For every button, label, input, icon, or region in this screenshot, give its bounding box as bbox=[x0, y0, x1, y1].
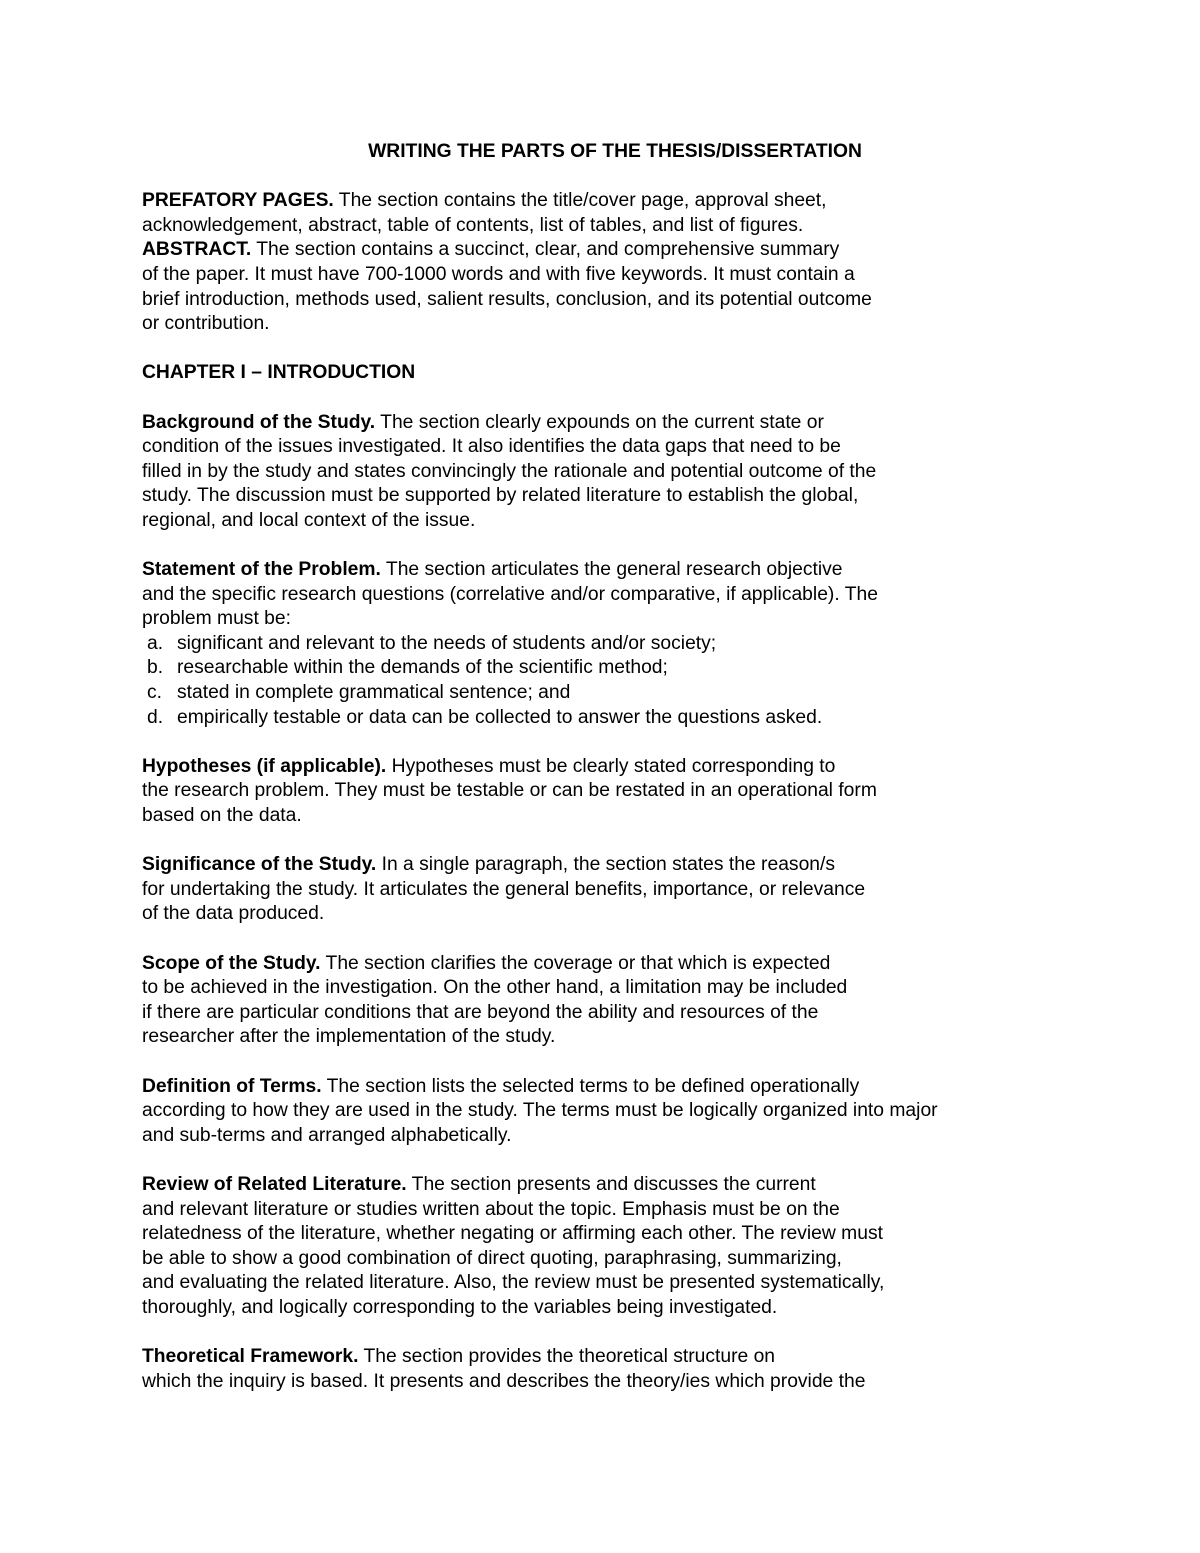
list-item bbox=[142, 706, 1050, 731]
abstract-line: The section contains a succinct, clear, and comprehensive summary bbox=[251, 239, 840, 261]
problem-line: and the specific research questions (correlative and/or comparative, if applicable). The bbox=[142, 583, 878, 605]
scope-line: if there are particular conditions that are beyond the ability and resources of the bbox=[142, 1001, 819, 1023]
prefatory-heading: PREFATORY PAGES. bbox=[142, 190, 334, 212]
hypotheses-line: Hypotheses must be clearly stated corresponding to bbox=[386, 755, 836, 777]
list-item bbox=[142, 632, 1050, 657]
document-title: WRITING THE PARTS OF THE THESIS/DISSERTATION bbox=[368, 141, 862, 162]
abstract-paragraph bbox=[142, 238, 1050, 336]
list-item-text: empirically testable or data can be collected to answer the questions asked. bbox=[177, 706, 823, 728]
background-line: filled in by the study and states convincingly the rationale and potential outcome of the bbox=[142, 460, 877, 482]
hypotheses-heading: Hypotheses (if applicable). bbox=[142, 755, 387, 777]
hypotheses-line: based on the data. bbox=[142, 805, 302, 827]
definition-heading: Definition of Terms. bbox=[142, 1075, 322, 1097]
problem-line: The section articulates the general research objective bbox=[380, 559, 843, 581]
review-line: and evaluating the related literature. Also, the review must be presented systematically, bbox=[142, 1272, 885, 1294]
problem-heading: Statement of the Problem. bbox=[142, 559, 381, 581]
background-line: regional, and local context of the issue. bbox=[142, 509, 476, 531]
scope-paragraph bbox=[142, 952, 1050, 1050]
background-line: study. The discussion must be supported by related literature to establish the global, bbox=[142, 485, 859, 507]
abstract-line: brief introduction, methods used, salient results, conclusion, and its potential outcome bbox=[142, 288, 872, 310]
abstract-line: or contribution. bbox=[142, 313, 270, 335]
list-marker: d. bbox=[147, 706, 164, 728]
prefatory-line: The section contains the title/cover page, approval sheet, bbox=[333, 190, 827, 212]
scope-heading: Scope of the Study. bbox=[142, 952, 321, 974]
list-item-text: stated in complete grammatical sentence; and bbox=[177, 682, 571, 704]
list-marker: b. bbox=[147, 657, 164, 679]
hypotheses-line: the research problem. They must be testable or can be restated in an operational form bbox=[142, 780, 877, 802]
problem-criteria-list bbox=[142, 632, 1050, 730]
list-marker: a. bbox=[147, 632, 164, 654]
review-line: be able to show a good combination of direct quoting, paraphrasing, summarizing, bbox=[142, 1247, 842, 1269]
theoretical-line: which the inquiry is based. It presents and describes the theory/ies which provide the bbox=[142, 1370, 866, 1392]
significance-paragraph bbox=[142, 853, 1050, 927]
theoretical-paragraph bbox=[142, 1345, 1050, 1394]
problem-paragraph bbox=[142, 558, 1050, 730]
list-item-text: significant and relevant to the needs of students and/or society; bbox=[177, 632, 717, 654]
definition-line: and sub-terms and arranged alphabetically. bbox=[142, 1124, 512, 1146]
scope-line: to be achieved in the investigation. On the other hand, a limitation may be included bbox=[142, 977, 848, 999]
review-line: thoroughly, and logically corresponding to the variables being investigated. bbox=[142, 1296, 778, 1318]
abstract-heading: ABSTRACT. bbox=[142, 239, 252, 261]
list-item-text: researchable within the demands of the scientific method; bbox=[177, 657, 668, 679]
list-item bbox=[142, 656, 1050, 681]
review-paragraph bbox=[142, 1173, 1050, 1321]
scope-line: The section clarifies the coverage or that which is expected bbox=[320, 952, 831, 974]
definition-paragraph bbox=[142, 1075, 1050, 1149]
list-marker: c. bbox=[147, 682, 162, 704]
significance-line: for undertaking the study. It articulates the general benefits, importance, or relevance bbox=[142, 878, 866, 900]
prefatory-paragraph bbox=[142, 189, 1050, 238]
list-item bbox=[142, 681, 1050, 706]
background-paragraph bbox=[142, 411, 1050, 534]
abstract-line: of the paper. It must have 700-1000 words and with five keywords. It must contain a bbox=[142, 263, 855, 285]
background-line: The section clearly expounds on the current state or bbox=[375, 411, 824, 433]
background-heading: Background of the Study. bbox=[142, 411, 376, 433]
theoretical-line: The section provides the theoretical structure on bbox=[358, 1346, 776, 1368]
review-line: relatedness of the literature, whether negating or affirming each other. The review must bbox=[142, 1223, 883, 1245]
significance-line: In a single paragraph, the section states the reason/s bbox=[376, 854, 836, 876]
scope-line: researcher after the implementation of the study. bbox=[142, 1026, 556, 1048]
prefatory-line: acknowledgement, abstract, table of contents, list of tables, and list of figures. bbox=[142, 214, 804, 236]
definition-line: The section lists the selected terms to be defined operationally bbox=[321, 1075, 860, 1097]
definition-line: according to how they are used in the study. The terms must be logically organized into major bbox=[142, 1100, 938, 1122]
significance-line: of the data produced. bbox=[142, 903, 325, 925]
review-line: The section presents and discusses the current bbox=[406, 1173, 816, 1195]
theoretical-heading: Theoretical Framework. bbox=[142, 1346, 359, 1368]
significance-heading: Significance of the Study. bbox=[142, 854, 377, 876]
review-line: and relevant literature or studies written about the topic. Emphasis must be on the bbox=[142, 1198, 840, 1220]
hypotheses-paragraph bbox=[142, 755, 1050, 829]
review-heading: Review of Related Literature. bbox=[142, 1173, 407, 1195]
background-line: condition of the issues investigated. It also identifies the data gaps that need to be bbox=[142, 436, 841, 458]
chapter-heading: CHAPTER I – INTRODUCTION bbox=[142, 362, 416, 384]
problem-line: problem must be: bbox=[142, 608, 291, 630]
